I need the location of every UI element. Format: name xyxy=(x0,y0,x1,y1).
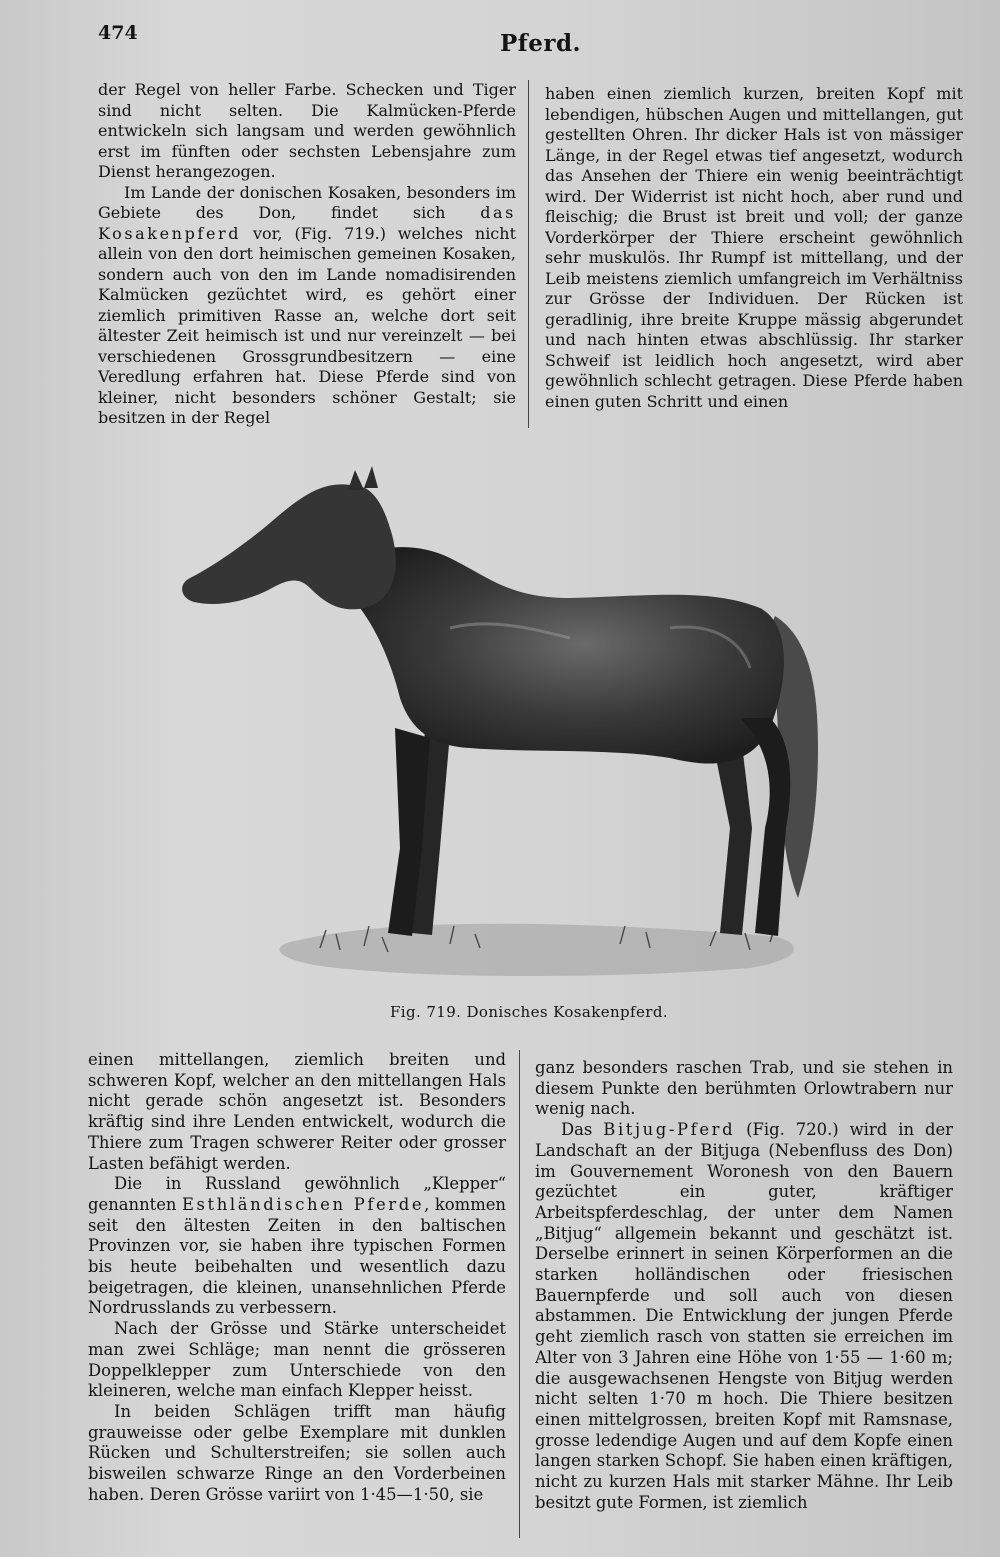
column-bottom-left xyxy=(88,1050,506,1538)
spaced-term: Esthländischen Pferde xyxy=(181,1194,425,1214)
column-top-right xyxy=(545,84,963,432)
paragraph: ganz besonders raschen Trab, und sie stehen in diesem Punkte den berühmten Orlowtrabern nur wenig nach. xyxy=(535,1058,953,1119)
paragraph xyxy=(88,1174,506,1319)
paragraph xyxy=(98,183,516,429)
spaced-term: Bitjug-Pferd xyxy=(603,1120,736,1140)
paragraph: In beiden Schlägen trifft man häufig grauweisse oder gelbe Exemplare mit dunklen Rücken und Schulterstreifen; sie sollen auch bisweilen schwarze Ringe an den Vorderbeinen haben. Deren Grösse variirt von 1·45—1·50, sie xyxy=(88,1401,506,1504)
horse-illustration xyxy=(150,428,860,996)
paragraph: der Regel von heller Farbe. Schecken und Tiger sind nicht selten. Die Kalmücken-Pferde entwickeln sich langsam und werden gewöhnlich erst im fünften oder sechsten Lebensjahre zum Dienst herangezogen. xyxy=(98,80,516,181)
text-run: vor, (Fig. 719.) welches nicht allein von den dort heimischen gemeinen Kosaken, sondern auch von den im Lande nomadisirenden Kalmücken gezüchtet wird, es gehört einer ziemlich primitiven Rasse an, welche dort seit ältester Zeit heimisch ist und nur vereinzelt — bei verschiedenen Grossgrundbesitzern — eine Veredlung erfahren hat. Diese Pferde sind von kleiner, nicht besonders schöner Gestalt; sie besitzen in der Regel xyxy=(98,223,516,427)
column-rule xyxy=(528,80,529,428)
text-run: (Fig. 720.) wird in der Landschaft an der Bitjuga (Nebenfluss des Don) im Gouvernement Woronesh von den Bauern gezüchtet ein guter, kräftiger Arbeitspferdeschlag, der unter dem Namen „Bitjug“ allgemein bekannt und geschätzt ist. Derselbe erinnert in seinen Körperformen an die starken holländischen oder friesischen Bauernpferde und soll auch von diesen abstammen. Die Entwicklung der jungen Pferde geht ziemlich rasch von statten sie erreichen im Alter von 3 Jahren eine Höhe von 1·55 — 1·60 m; die ausgewachsenen Hengste von Bitjug werden nicht selten 1·70 m hoch. Die Thiere besitzen einen mittelgrossen, breiten Kopf mit Ramsnase, grosse ledendige Augen und auf dem Kopfe einen langen starken Schopf. Sie haben einen kräftigen, nicht zu kurzen Hals mit starker Mähne. Ihr Leib besitzt gute Formen, ist ziemlich xyxy=(535,1120,953,1512)
horse-head xyxy=(182,484,396,609)
figure-caption: Fig. 719. Donisches Kosakenpferd. xyxy=(390,1003,668,1021)
page-number: 474 xyxy=(98,22,138,44)
text-run: , kommen seit den ältesten Zeiten in den baltischen Provinzen vor, sie haben ihre typischen Formen bis heute beibehalten und wesentlich dazu beigetragen, die kleinen, unansehnlichen Pferde Nordrusslands zu verbessern. xyxy=(88,1194,506,1318)
text-run: Im Lande der donischen Kosaken, besonders im Gebiete des Don, findet sich xyxy=(98,182,516,222)
paragraph: einen mittellangen, ziemlich breiten und schweren Kopf, welcher an den mittellangen Hals nicht gerade schön angesetzt ist. Besonders kräftig sind ihre Lenden entwickelt, wodurch die Thiere zum Tragen schwerer Reiter oder grosser Lasten befähigt werden. xyxy=(88,1050,506,1173)
text-run: Das xyxy=(561,1120,604,1140)
column-bottom-right xyxy=(535,1058,953,1538)
horse-ears xyxy=(348,466,378,490)
paragraph: Nach der Grösse und Stärke unterscheidet man zwei Schläge; man nennt die grösseren Doppelklepper zum Unterschiede von den kleineren, welche man einfach Klepper heisst. xyxy=(88,1319,506,1401)
text-run: Die in Russland gewöhnlich „Klepper“ genannten xyxy=(88,1174,506,1214)
column-rule xyxy=(519,1050,520,1538)
running-title: Pferd. xyxy=(500,30,582,57)
spaced-term: das Kosakenpferd xyxy=(98,203,516,243)
horse-body xyxy=(340,547,784,763)
ground xyxy=(280,924,794,976)
paragraph: haben einen ziemlich kurzen, breiten Kopf mit lebendigen, hübschen Augen und mittellangen, gut gestellten Ohren. Ihr dicker Hals ist von mässiger Länge, in der Regel etwas tief angesetzt, wodurch das Ansehen der Thiere ein wenig beeinträchtigt wird. Der Widerrist ist nicht hoch, aber rund und fleischig; die Brust ist breit und voll; der ganze Vorderkörper der Thiere erscheint gewöhnlich sehr muskulös. Ihr Rumpf ist mittellang, und der Leib meistens ziemlich umfangreich im Verhältniss zur Grösse der Individuen. Der Rücken ist geradlinig, ihre breite Kruppe mässig abgerundet und nach hinten etwas abschlüssig. Ihr starker Schweif ist leidlich hoch angesetzt, wird aber gewöhnlich schlecht getragen. Diese Pferde haben einen guten Schritt und einen xyxy=(545,84,963,411)
column-top-left xyxy=(98,80,516,432)
paragraph xyxy=(535,1120,953,1513)
